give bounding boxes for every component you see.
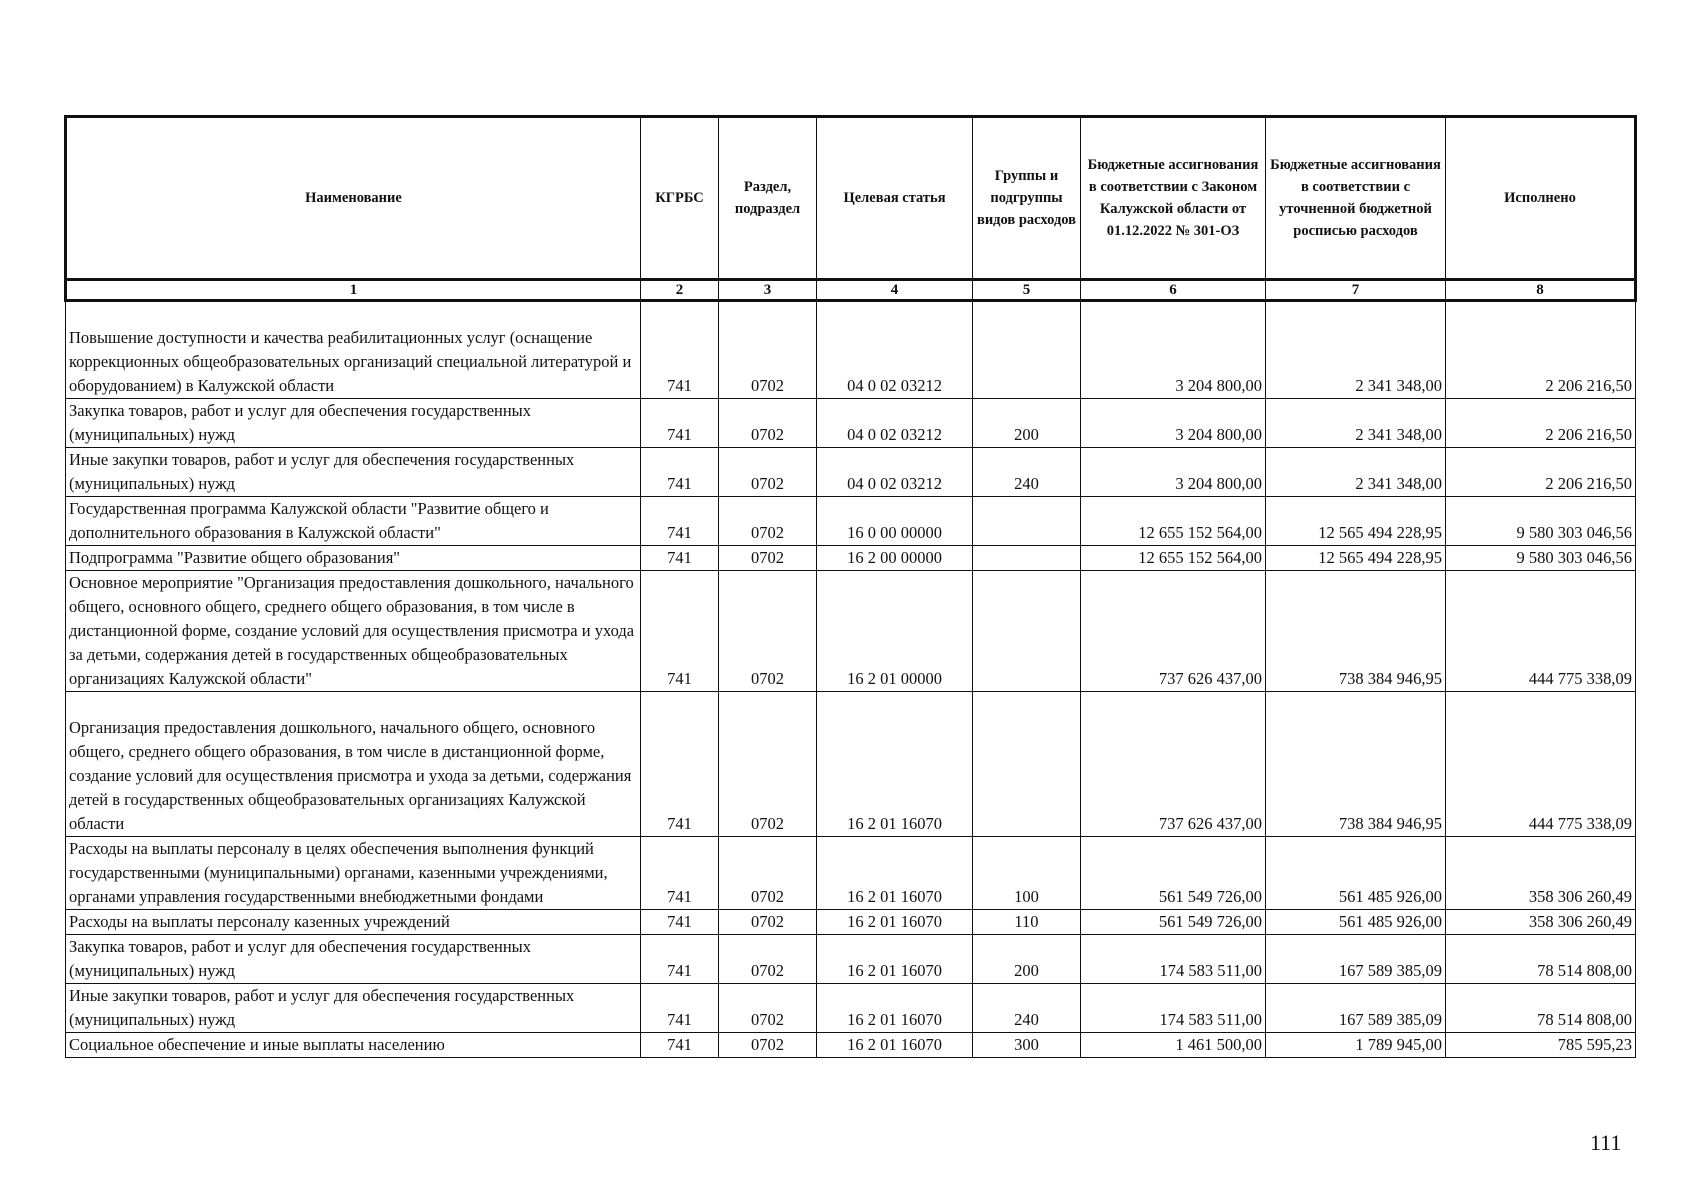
row-name: Закупка товаров, работ и услуг для обеспечения государственных (муниципальных) нужд xyxy=(66,935,641,984)
row-name: Социальное обеспечение и иные выплаты населению xyxy=(66,1033,641,1058)
row-group: 110 xyxy=(973,910,1081,935)
row-target: 04 0 02 03212 xyxy=(817,399,973,448)
row-target: 04 0 02 03212 xyxy=(817,448,973,497)
row-refined-amount: 2 341 348,00 xyxy=(1266,301,1446,399)
row-refined-amount: 2 341 348,00 xyxy=(1266,399,1446,448)
row-group xyxy=(973,497,1081,546)
row-executed-amount: 9 580 303 046,56 xyxy=(1446,497,1636,546)
row-target: 16 2 01 16070 xyxy=(817,910,973,935)
header-target: Целевая статья xyxy=(817,117,973,280)
row-refined-amount: 738 384 946,95 xyxy=(1266,692,1446,837)
row-name: Подпрограмма "Развитие общего образования" xyxy=(66,546,641,571)
row-group xyxy=(973,692,1081,837)
row-group: 200 xyxy=(973,935,1081,984)
table-row xyxy=(66,837,1636,910)
row-kgrbs: 741 xyxy=(641,399,719,448)
row-section: 0702 xyxy=(719,399,817,448)
column-number: 4 xyxy=(817,280,973,301)
row-target: 16 2 01 16070 xyxy=(817,692,973,837)
row-section: 0702 xyxy=(719,984,817,1033)
row-name: Повышение доступности и качества реабилитационных услуг (оснащение коррекционных общеобразовательных организаций специальной литературой и оборудованием) в Калужской области xyxy=(66,301,641,399)
row-section: 0702 xyxy=(719,1033,817,1058)
row-refined-amount: 738 384 946,95 xyxy=(1266,571,1446,692)
budget-execution-table xyxy=(64,115,1637,1058)
row-refined-amount: 12 565 494 228,95 xyxy=(1266,497,1446,546)
row-executed-amount: 2 206 216,50 xyxy=(1446,448,1636,497)
column-number: 7 xyxy=(1266,280,1446,301)
row-kgrbs: 741 xyxy=(641,546,719,571)
row-kgrbs: 741 xyxy=(641,1033,719,1058)
row-section: 0702 xyxy=(719,301,817,399)
row-refined-amount: 561 485 926,00 xyxy=(1266,910,1446,935)
header-kgrbs: КГРБС xyxy=(641,117,719,280)
row-section: 0702 xyxy=(719,571,817,692)
header-refined: Бюджетные ассигнования в соответствии с уточненной бюджетной росписью расходов xyxy=(1266,117,1446,280)
row-section: 0702 xyxy=(719,546,817,571)
row-name: Иные закупки товаров, работ и услуг для обеспечения государственных (муниципальных) нужд xyxy=(66,984,641,1033)
row-target: 16 2 01 16070 xyxy=(817,1033,973,1058)
table-row xyxy=(66,910,1636,935)
row-group xyxy=(973,301,1081,399)
row-group xyxy=(973,571,1081,692)
row-kgrbs: 741 xyxy=(641,692,719,837)
row-group: 240 xyxy=(973,984,1081,1033)
row-name: Закупка товаров, работ и услуг для обеспечения государственных (муниципальных) нужд xyxy=(66,399,641,448)
row-law-amount: 561 549 726,00 xyxy=(1081,910,1266,935)
row-executed-amount: 444 775 338,09 xyxy=(1446,692,1636,837)
row-kgrbs: 741 xyxy=(641,497,719,546)
row-target: 16 2 01 00000 xyxy=(817,571,973,692)
column-number: 8 xyxy=(1446,280,1636,301)
table-row xyxy=(66,692,1636,837)
row-kgrbs: 741 xyxy=(641,837,719,910)
row-name: Основное мероприятие "Организация предоставления дошкольного, начального общего, основного общего, среднего общего образования, в том числе в дистанционной форме, создание условий для осуществления присмотра и ухода за детьми, содержания детей в государственных общеобразовательных организациях Калужской области" xyxy=(66,571,641,692)
row-section: 0702 xyxy=(719,692,817,837)
table-row xyxy=(66,984,1636,1033)
row-refined-amount: 167 589 385,09 xyxy=(1266,935,1446,984)
row-group: 100 xyxy=(973,837,1081,910)
table-row xyxy=(66,546,1636,571)
column-number: 1 xyxy=(66,280,641,301)
row-refined-amount: 167 589 385,09 xyxy=(1266,984,1446,1033)
row-section: 0702 xyxy=(719,448,817,497)
column-number: 2 xyxy=(641,280,719,301)
row-section: 0702 xyxy=(719,910,817,935)
row-section: 0702 xyxy=(719,935,817,984)
column-number: 6 xyxy=(1081,280,1266,301)
row-refined-amount: 2 341 348,00 xyxy=(1266,448,1446,497)
row-name: Организация предоставления дошкольного, начального общего, основного общего, среднего общего образования, в том числе в дистанционной форме, создание условий для осуществления присмотра и ухода за детьми, содержания детей в государственных общеобразовательных организациях Калужской области xyxy=(66,692,641,837)
row-kgrbs: 741 xyxy=(641,984,719,1033)
row-target: 16 2 00 00000 xyxy=(817,546,973,571)
table-header xyxy=(66,117,1636,301)
row-kgrbs: 741 xyxy=(641,910,719,935)
row-name: Расходы на выплаты персоналу в целях обеспечения выполнения функций государственными (муниципальными) органами, казенными учреждениями, органами управления государственными внебюджетными фондами xyxy=(66,837,641,910)
table-row xyxy=(66,497,1636,546)
row-executed-amount: 785 595,23 xyxy=(1446,1033,1636,1058)
row-executed-amount: 78 514 808,00 xyxy=(1446,935,1636,984)
row-name: Расходы на выплаты персоналу казенных учреждений xyxy=(66,910,641,935)
row-law-amount: 737 626 437,00 xyxy=(1081,571,1266,692)
row-law-amount: 1 461 500,00 xyxy=(1081,1033,1266,1058)
row-name: Иные закупки товаров, работ и услуг для обеспечения государственных (муниципальных) нужд xyxy=(66,448,641,497)
row-kgrbs: 741 xyxy=(641,301,719,399)
row-law-amount: 3 204 800,00 xyxy=(1081,301,1266,399)
column-number: 5 xyxy=(973,280,1081,301)
column-number: 3 xyxy=(719,280,817,301)
header-section: Раздел, подраздел xyxy=(719,117,817,280)
table-row xyxy=(66,1033,1636,1058)
row-target: 16 2 01 16070 xyxy=(817,935,973,984)
row-executed-amount: 444 775 338,09 xyxy=(1446,571,1636,692)
row-group xyxy=(973,546,1081,571)
row-refined-amount: 561 485 926,00 xyxy=(1266,837,1446,910)
row-refined-amount: 1 789 945,00 xyxy=(1266,1033,1446,1058)
table-row xyxy=(66,571,1636,692)
row-group: 200 xyxy=(973,399,1081,448)
row-kgrbs: 741 xyxy=(641,571,719,692)
row-executed-amount: 9 580 303 046,56 xyxy=(1446,546,1636,571)
row-executed-amount: 358 306 260,49 xyxy=(1446,837,1636,910)
row-group: 300 xyxy=(973,1033,1081,1058)
table-row xyxy=(66,301,1636,399)
table-body xyxy=(66,301,1636,1058)
page-number: 111 xyxy=(1590,1130,1622,1155)
row-target: 04 0 02 03212 xyxy=(817,301,973,399)
row-executed-amount: 2 206 216,50 xyxy=(1446,399,1636,448)
row-law-amount: 3 204 800,00 xyxy=(1081,399,1266,448)
table-row xyxy=(66,399,1636,448)
row-law-amount: 12 655 152 564,00 xyxy=(1081,546,1266,571)
row-section: 0702 xyxy=(719,837,817,910)
header-law: Бюджетные ассигнования в соответствии с Законом Калужской области от 01.12.2022 № 301-ОЗ xyxy=(1081,117,1266,280)
row-law-amount: 174 583 511,00 xyxy=(1081,935,1266,984)
table-row xyxy=(66,448,1636,497)
row-executed-amount: 78 514 808,00 xyxy=(1446,984,1636,1033)
row-executed-amount: 358 306 260,49 xyxy=(1446,910,1636,935)
table-row xyxy=(66,935,1636,984)
header-groups: Группы и подгруппы видов расходов xyxy=(973,117,1081,280)
row-law-amount: 3 204 800,00 xyxy=(1081,448,1266,497)
row-section: 0702 xyxy=(719,497,817,546)
row-kgrbs: 741 xyxy=(641,935,719,984)
row-refined-amount: 12 565 494 228,95 xyxy=(1266,546,1446,571)
row-name: Государственная программа Калужской области "Развитие общего и дополнительного образования в Калужской области" xyxy=(66,497,641,546)
row-group: 240 xyxy=(973,448,1081,497)
row-law-amount: 12 655 152 564,00 xyxy=(1081,497,1266,546)
row-target: 16 0 00 00000 xyxy=(817,497,973,546)
row-law-amount: 174 583 511,00 xyxy=(1081,984,1266,1033)
row-target: 16 2 01 16070 xyxy=(817,984,973,1033)
row-target: 16 2 01 16070 xyxy=(817,837,973,910)
row-law-amount: 561 549 726,00 xyxy=(1081,837,1266,910)
header-executed: Исполнено xyxy=(1446,117,1636,280)
row-executed-amount: 2 206 216,50 xyxy=(1446,301,1636,399)
row-law-amount: 737 626 437,00 xyxy=(1081,692,1266,837)
header-name: Наименование xyxy=(66,117,641,280)
row-kgrbs: 741 xyxy=(641,448,719,497)
